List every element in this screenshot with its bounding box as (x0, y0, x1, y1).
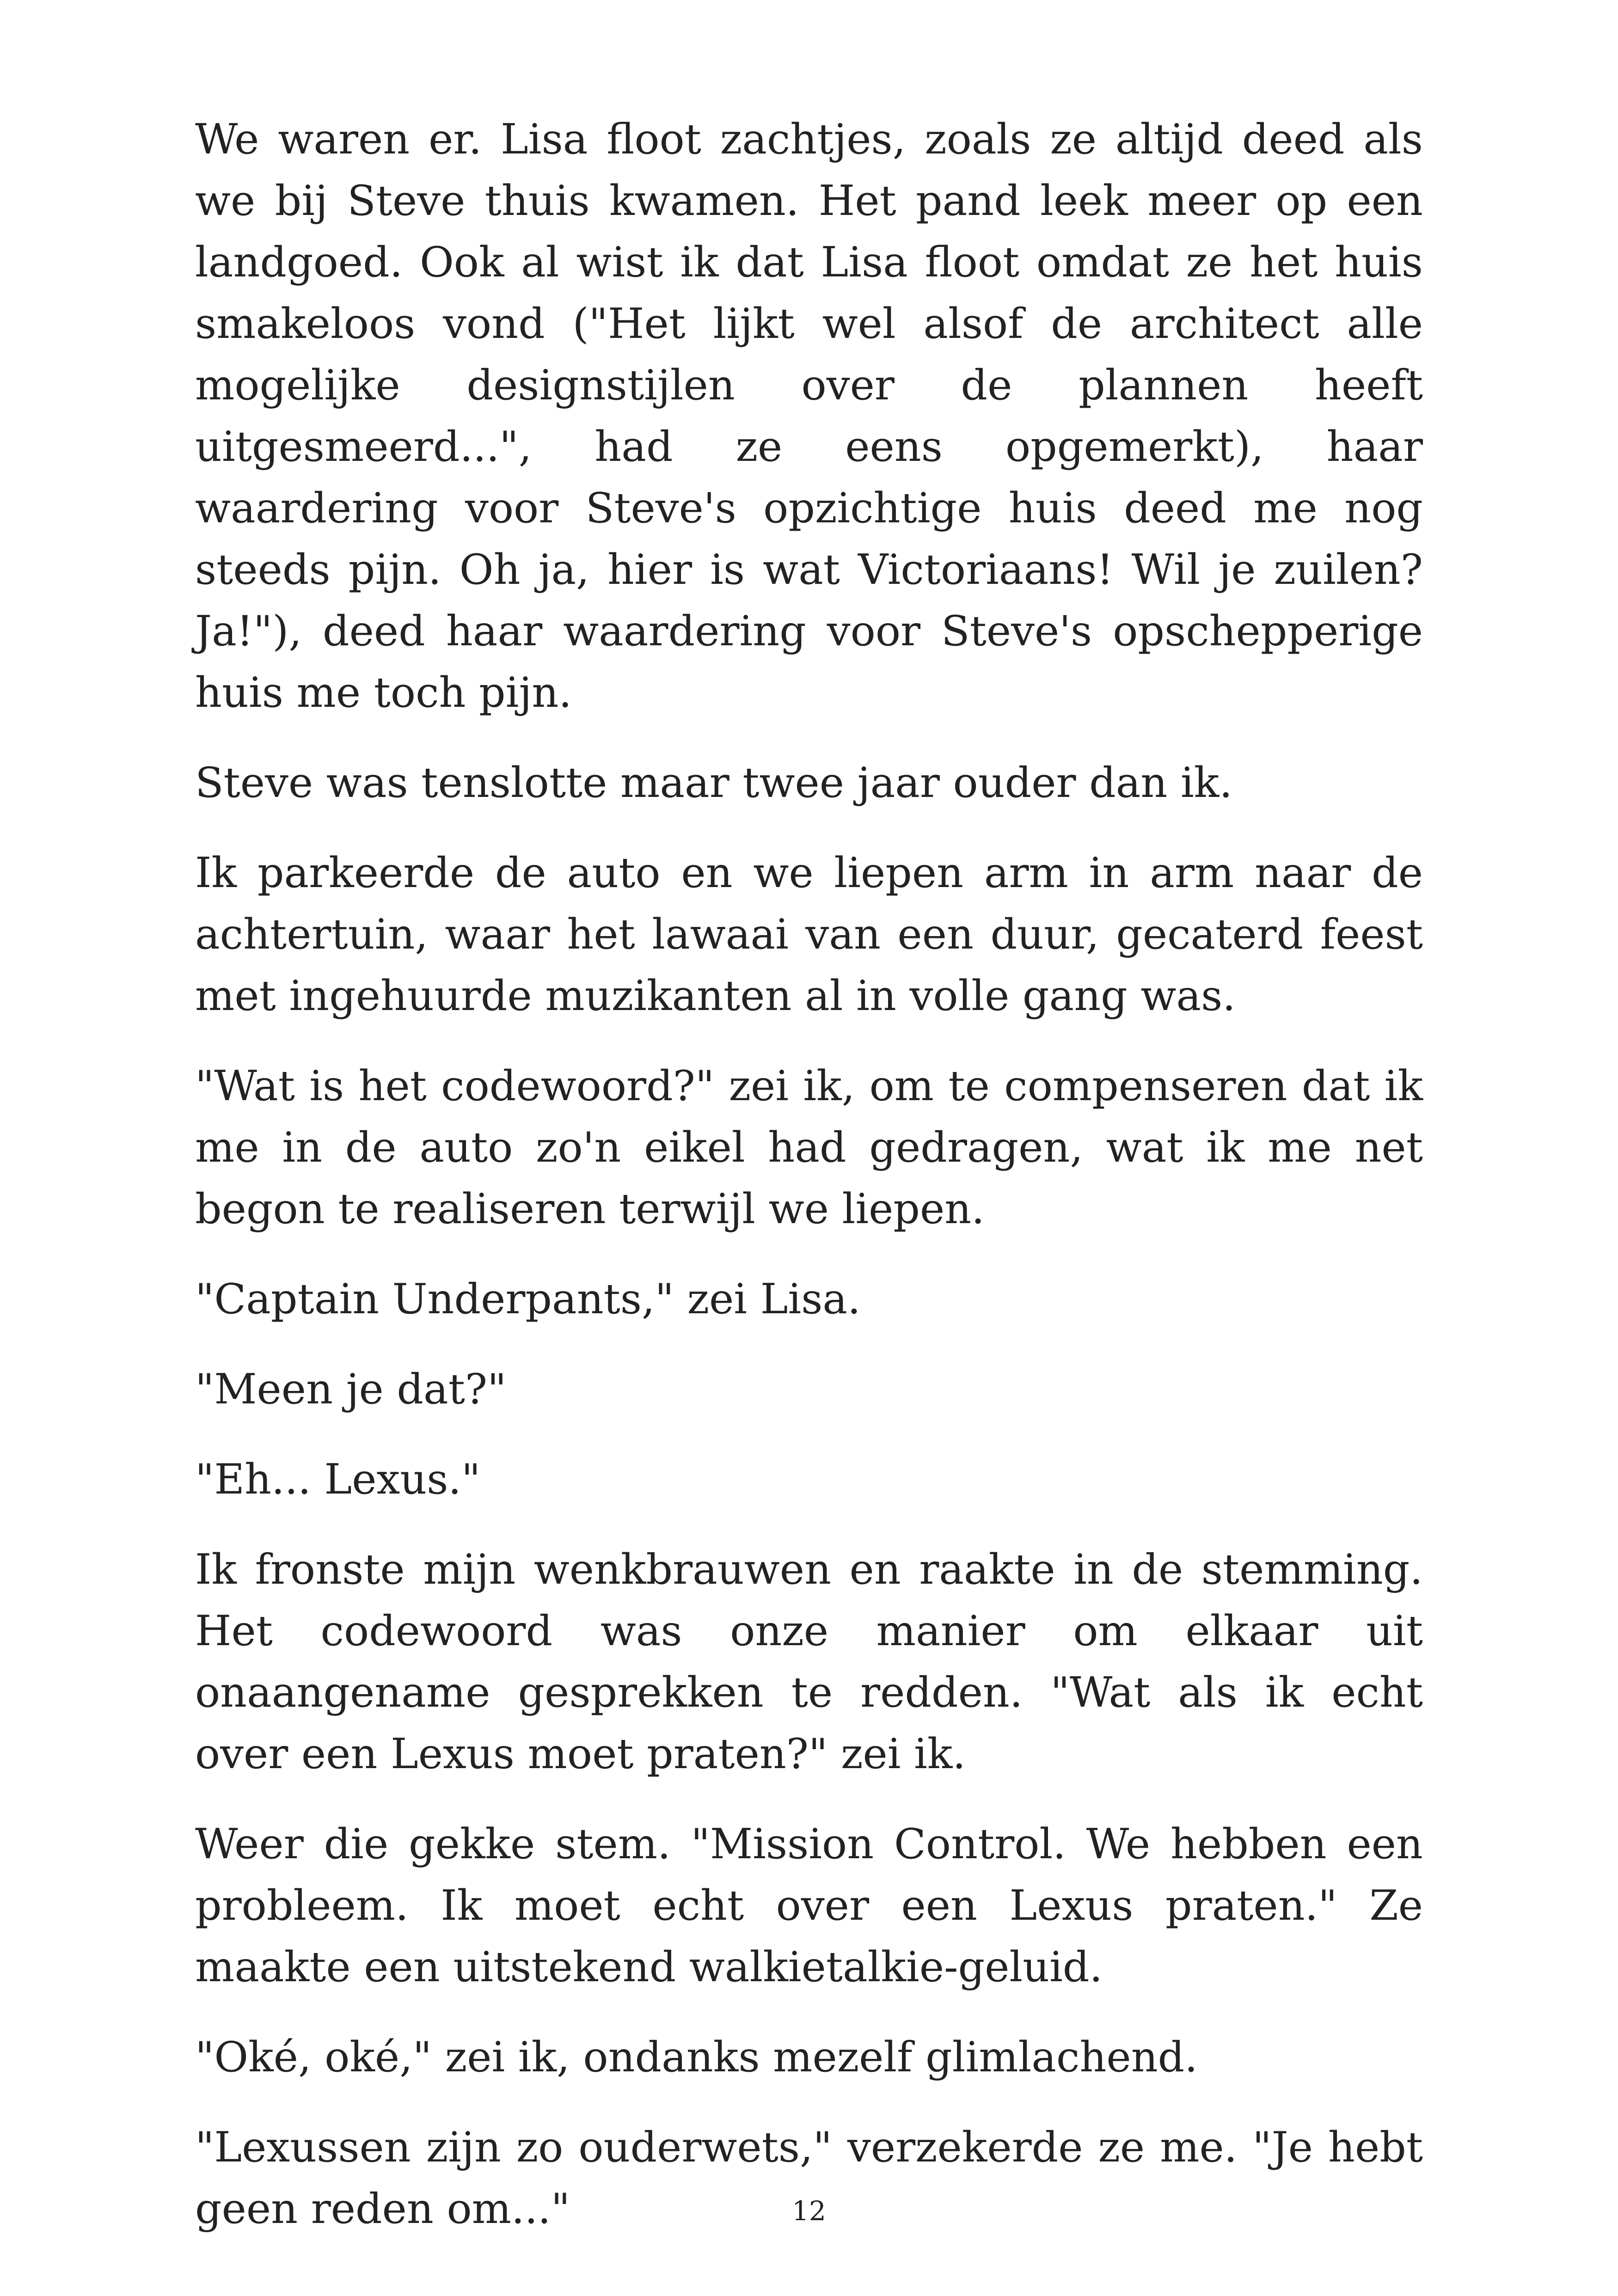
paragraph: Ik fronste mijn wenkbrauwen en raakte in de stemming. Het codewoord was onze manier om elkaar uit onaangename gesprekken te redden. "Wat als ik echt over een Lexus moet praten?" zei ik. (195, 1545, 1423, 1778)
paragraph: We waren er. Lisa floot zachtjes, zoals ze altijd deed als we bij Steve thuis kwamen. Het pand leek meer op een landgoed. Ook al wist ik dat Lisa floot omdat ze het huis smakeloos vond ("Het lijkt wel alsof de architect alle mogelijke designstijlen over de plannen heeft uitgesmeerd...", had ze eens opgemerkt), haar waardering voor Steve's opzichtige huis deed me nog steeds pijn. Oh ja, hier is wat Victoriaans! Wil je zuilen? Ja!"), deed haar waardering voor Steve's opschepperige huis me toch pijn. (195, 115, 1423, 717)
paragraph: "Wat is het codewoord?" zei ik, om te compenseren dat ik me in de auto zo'n eikel had gedragen, wat ik me net begon te realiseren terwijl we liepen. (195, 1062, 1423, 1233)
paragraph: "Meen je dat?" (195, 1365, 507, 1414)
paragraph: Weer die gekke stem. "Mission Control. We hebben een probleem. Ik moet echt over een Lexus praten." Ze maakte een uitstekend walkietalkie-geluid. (195, 1820, 1423, 1991)
body-text (195, 109, 1423, 2268)
paragraph: "Oké, oké," zei ik, ondanks mezelf glimlachend. (195, 2033, 1198, 2082)
paragraph: Ik parkeerde de auto en we liepen arm in arm naar de achtertuin, waar het lawaai van een duur, gecaterd feest met ingehuurde muzikanten al in volle gang was. (195, 849, 1423, 1020)
paragraph: "Lexussen zijn zo ouderwets," verzekerde ze me. "Je hebt geen reden om..." (195, 2123, 1423, 2233)
paragraph: "Eh... Lexus." (195, 1455, 481, 1504)
paragraph: "Captain Underpants," zei Lisa. (195, 1275, 861, 1323)
paragraph: Steve was tenslotte maar twee jaar ouder dan ik. (195, 759, 1232, 807)
page-number: 12 (792, 2195, 826, 2227)
